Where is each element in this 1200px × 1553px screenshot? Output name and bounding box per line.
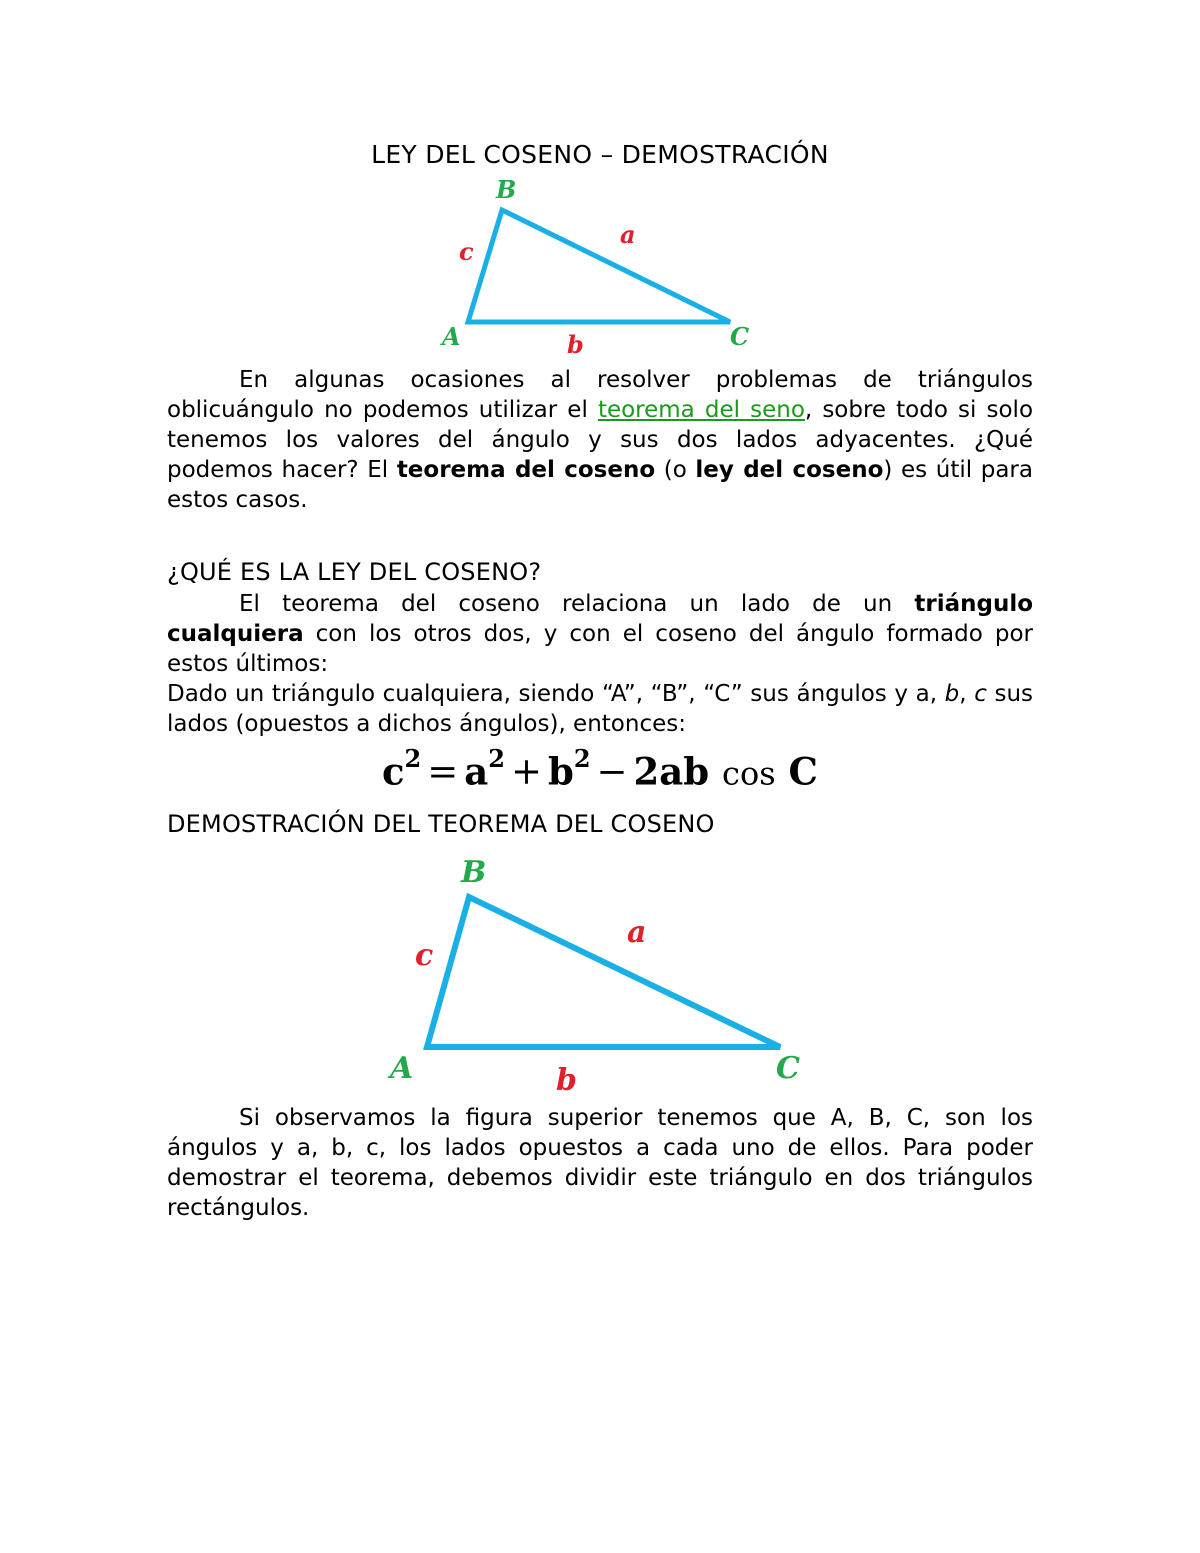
- vertex-label-a: A: [442, 322, 461, 351]
- side-label-b: b: [556, 1063, 577, 1098]
- triangle-shape: [468, 210, 730, 322]
- side-label-c: c: [415, 938, 434, 973]
- vertex-label-c: C: [776, 1051, 800, 1086]
- vertex-label-c: C: [730, 322, 750, 351]
- page-title: LEY DEL COSENO – DEMOSTRACIÓN: [371, 140, 829, 169]
- section-heading-que-es: ¿QUÉ ES LA LEY DEL COSENO?: [167, 558, 542, 586]
- definition-paragraph: El teorema del coseno relaciona un lado de un triángulo cualquiera con los otros dos, y con el coseno del ángulo formado por estos últimos:: [167, 591, 1033, 677]
- given-paragraph: Dado un triángulo cualquiera, siendo “A”, “B”, “C” sus ángulos y a, b, c sus lados (opuestos a dichos ángulos), entonces:: [167, 681, 1034, 737]
- teorema-del-seno-link[interactable]: teorema del seno: [597, 397, 805, 423]
- side-label-c: c: [459, 237, 474, 266]
- demonstration-paragraph: Si observamos la figura superior tenemos que A, B, C, son los ángulos y a, b, c, los lados opuestos a cada uno de ellos. Para poder demostrar el teorema, debemos dividir este triángulo en dos triángulos rectángulos.: [167, 1105, 1033, 1221]
- side-label-b: b: [567, 330, 584, 359]
- vertex-label-b: B: [496, 175, 517, 204]
- side-label-a: a: [620, 220, 636, 249]
- triangle-shape: [427, 897, 780, 1047]
- intro-paragraph: En algunas ocasiones al resolver problemas de triángulos oblicuángulo no podemos utilizar el teorema del seno, sobre todo si solo tenemos los valores del ángulo y sus dos lados adyacentes. ¿Qué podemos hacer? El teorema del coseno (o ley del coseno) es útil para estos casos.: [167, 367, 1034, 513]
- triangle-figure-1: [430, 170, 770, 360]
- triangle-figure-2: [380, 850, 820, 1100]
- section-heading-demostracion: DEMOSTRACIÓN DEL TEOREMA DEL COSENO: [167, 810, 715, 838]
- vertex-label-b: B: [461, 855, 487, 890]
- law-of-cosines-formula: $c^2 = a^2 + b^2 - 2ab$ cos C: [382, 744, 818, 794]
- side-label-a: a: [627, 915, 647, 950]
- vertex-label-a: A: [390, 1051, 414, 1086]
